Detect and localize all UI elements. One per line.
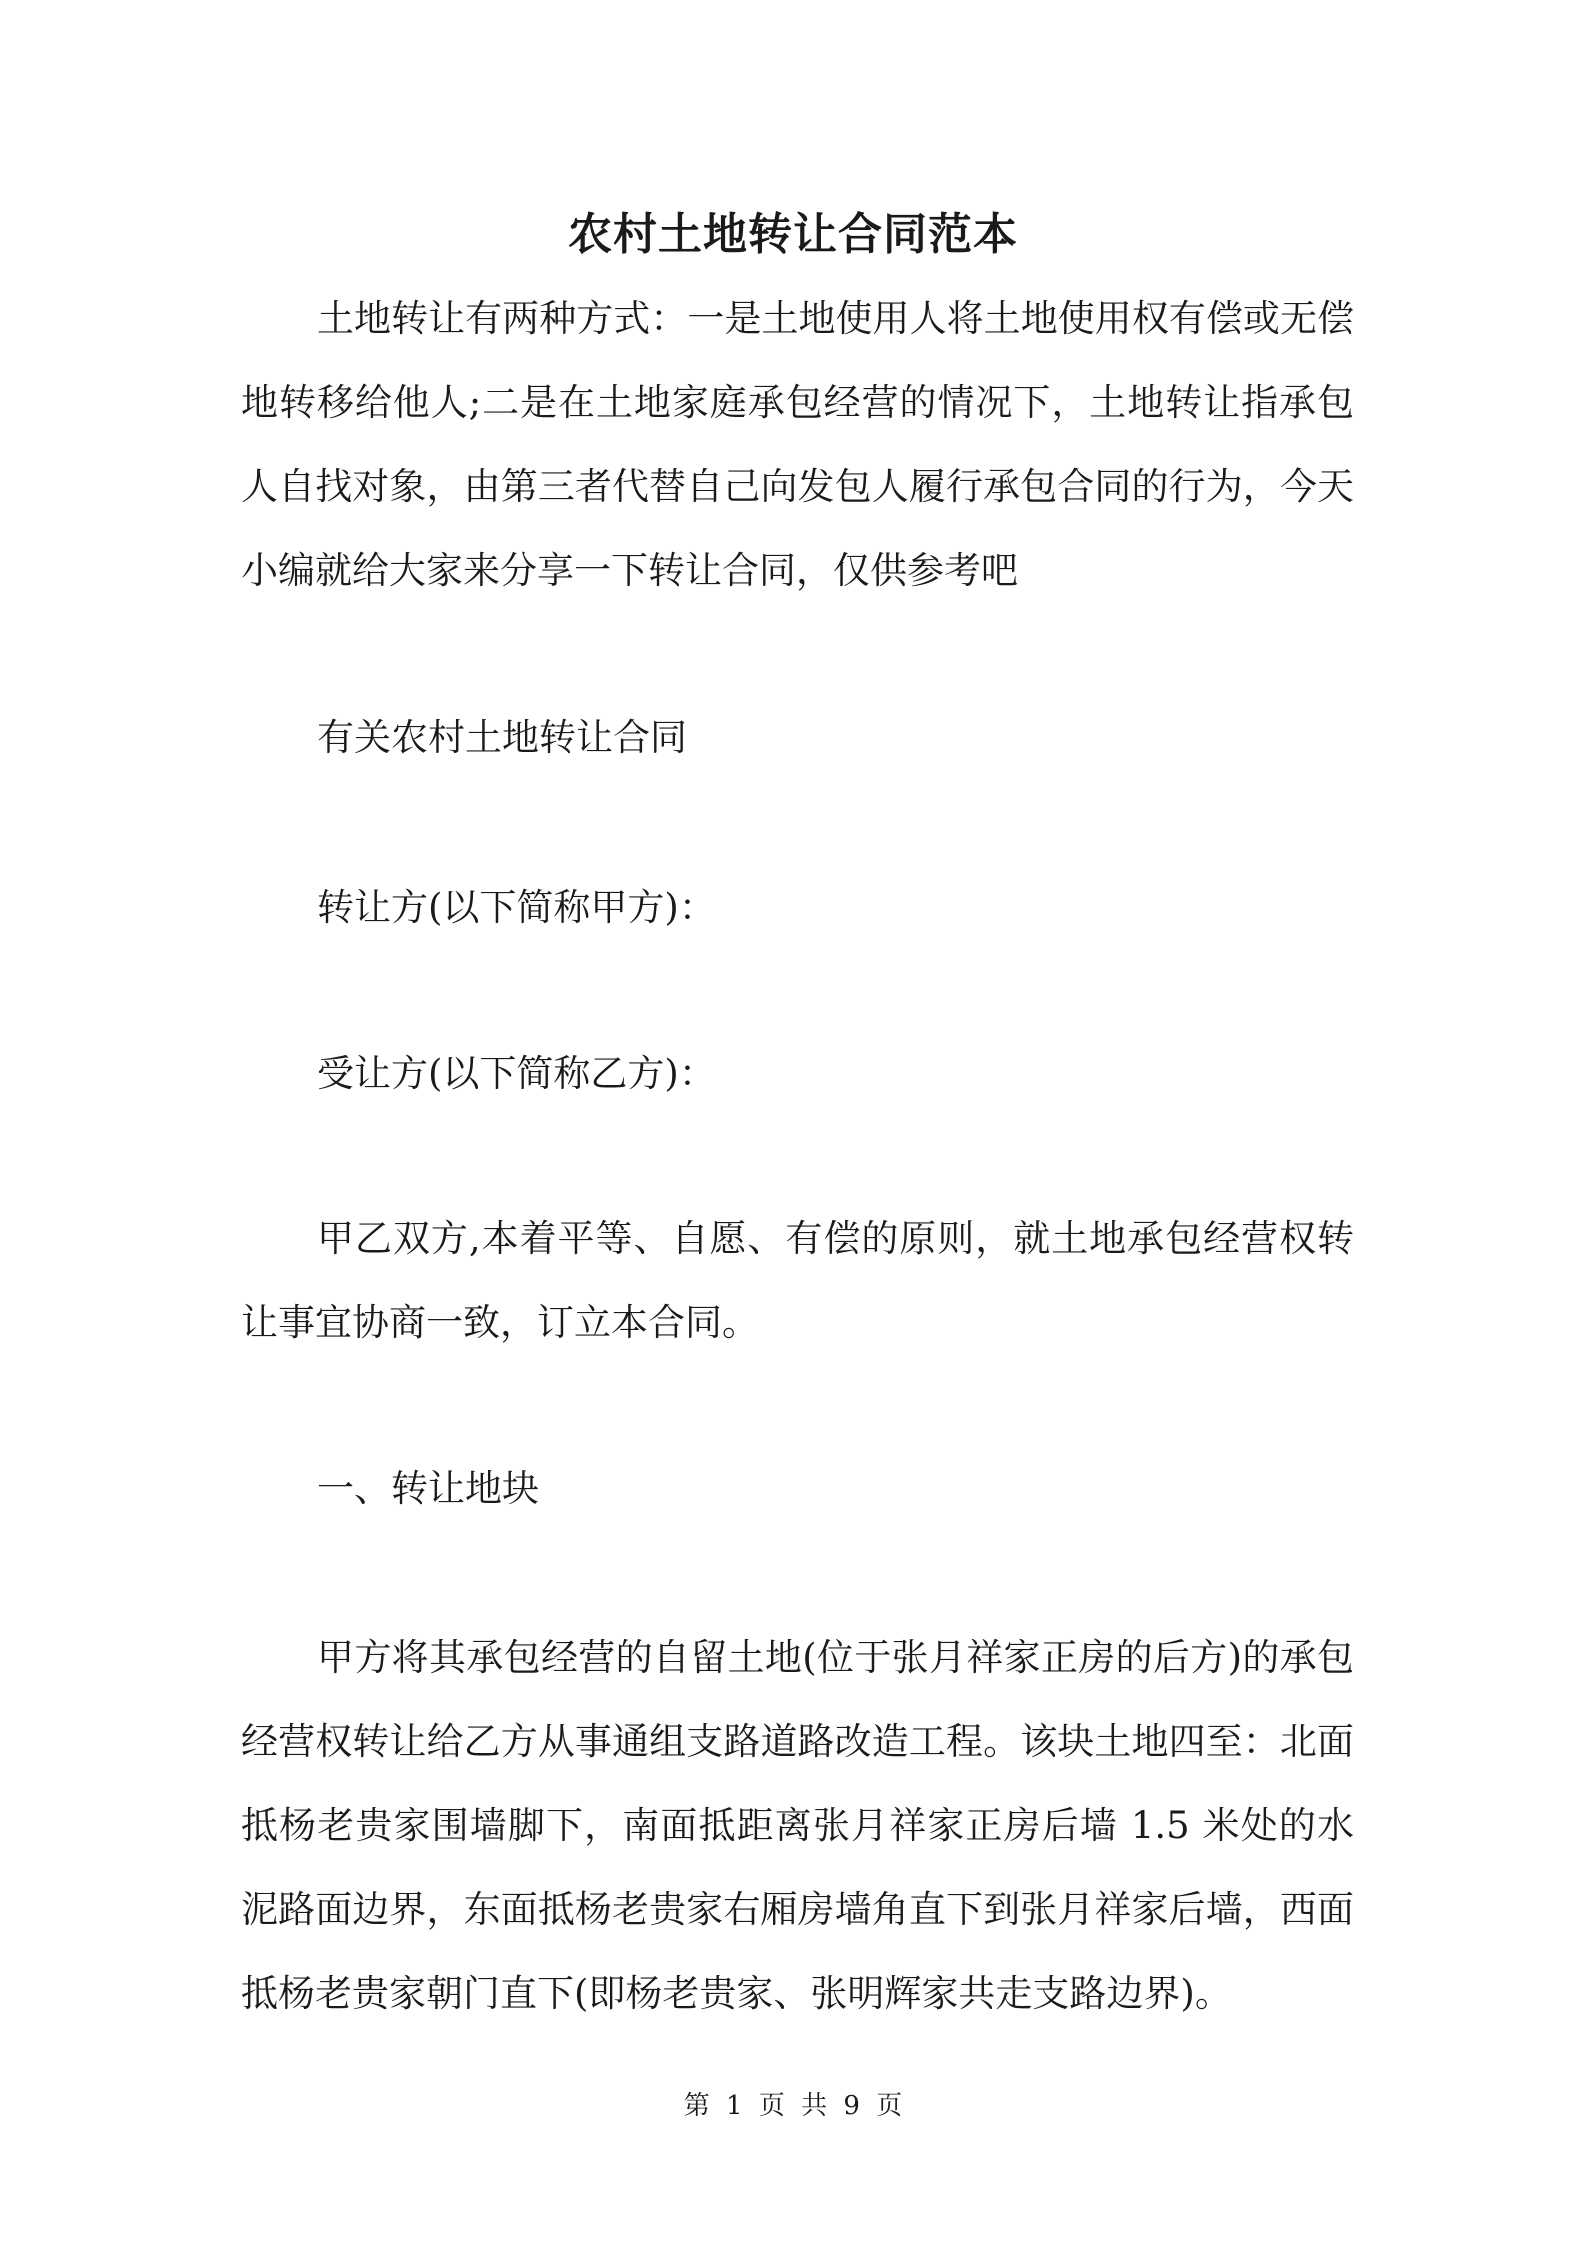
intro-paragraph: 土地转让有两种方式：一是土地使用人将土地使用权有偿或无偿地转移给他人;二是在土地家庭承包经营的情况下，土地转让指承包人自找对象，由第三者代替自己向发包人履行承包合同的行为，今天小编就给大家来分享一下转让合同，仅供参考吧 [241,297,1354,592]
section-1-title: 一、转让地块 [317,1467,539,1510]
page-number-footer: 第 1 页 共 9 页 [683,2091,903,2121]
party-a-line: 转让方(以下简称甲方)： [317,886,716,929]
agreement-paragraph: 甲乙双方,本着平等、自愿、有偿的原则，就土地承包经营权转让事宜协商一致，订立本合同。 [241,1217,1354,1344]
contract-heading: 有关农村土地转让合同 [317,716,687,759]
document-title: 农村土地转让合同范本 [568,209,1018,260]
section-1-body: 甲方将其承包经营的自留土地(位于张月祥家正房的后方)的承包经营权转让给乙方从事通组支路道路改造工程。该块土地四至：北面抵杨老贵家围墙脚下，南面抵距离张月祥家正房后墙 1.5 米处的水泥路面边界，东面抵杨老贵家右厢房墙角直下到张月祥家后墙，西面抵杨老贵家朝门直下(即杨老贵家、张明辉家共走支路边界)。 [241,1636,1354,2015]
party-b-line: 受让方(以下简称乙方)： [317,1052,716,1095]
